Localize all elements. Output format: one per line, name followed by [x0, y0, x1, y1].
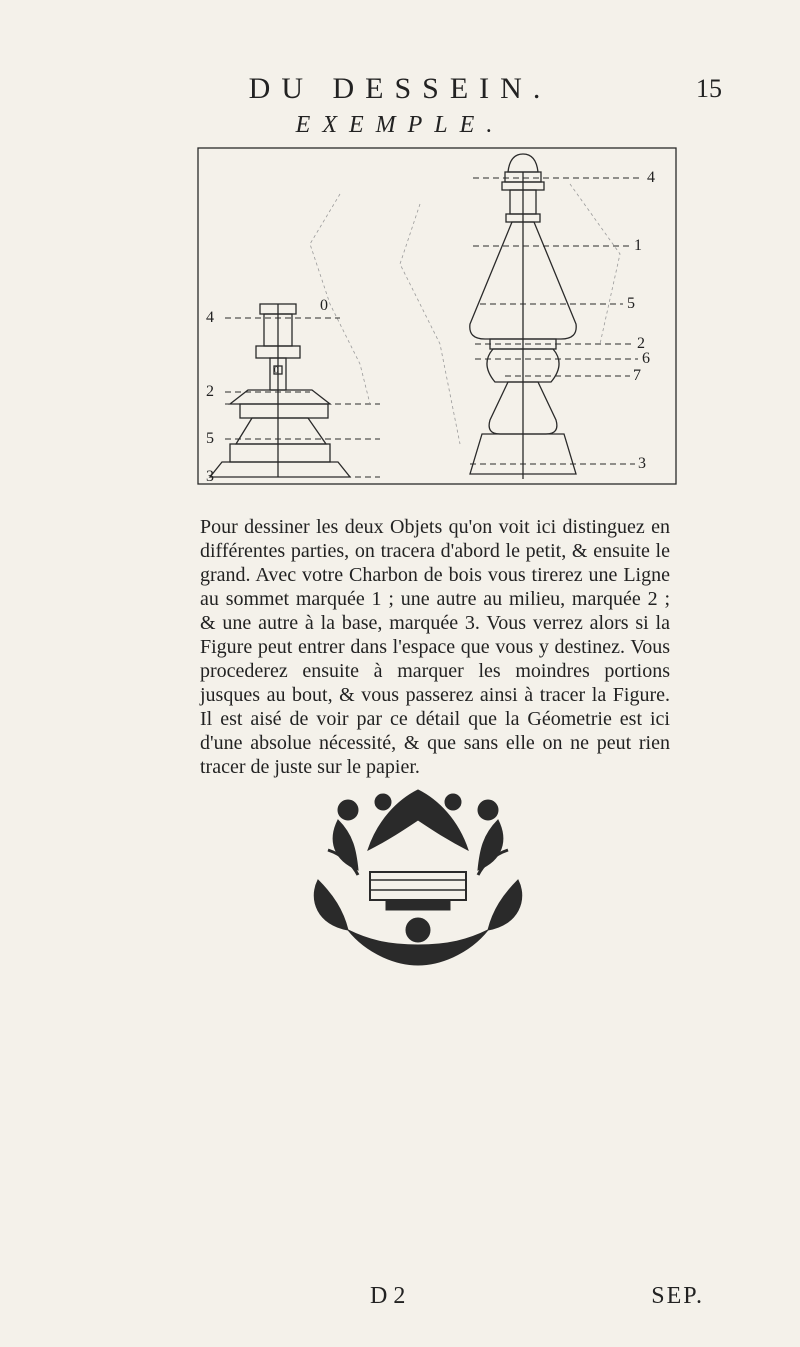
figure-label: 6 [642, 350, 650, 367]
figure-label: 2 [637, 335, 645, 352]
figure-label: 7 [633, 367, 641, 384]
page-number: 15 [696, 74, 722, 103]
running-title: DU DESSEIN. [248, 72, 552, 105]
page-footer [0, 1283, 800, 1313]
body-paragraph: Pour dessiner les deux Objets qu'on voit ici distinguez en différentes parties, on tracera d'abord le petit, & ensuite le grand. Avec votre Charbon de bois vous tirerez une Ligne au sommet marquée 1 ; une autre au milieu, marquée 2 ; & une autre à la base, marquée 3. Vous verrez alors si la Figure peut entrer dans l'espace que vous y destinez. Vous procederez ensuite à marquer les moindres portions jusques au bout, & vous passerez ainsi à tracer la Figure. Il est aisé de voir par ce détail que la Géometrie est ici d'une absolue nécessité, & que sans elle on ne peut rien tracer de juste sur le papier. [200, 516, 670, 778]
catchword: SEP. [651, 1283, 704, 1309]
section-subtitle: EXEMPLE. [295, 112, 505, 138]
page-header [0, 72, 800, 105]
figure-label: 3 [638, 455, 646, 472]
figure-label: 2 [206, 383, 214, 400]
signature-mark: D 2 [370, 1283, 406, 1309]
figure-label: 1 [634, 237, 642, 254]
figure-label: 4 [206, 309, 214, 326]
figure-label: 0 [320, 297, 328, 314]
figure-label: 4 [647, 169, 655, 186]
figure-label: 0 [274, 365, 279, 375]
ornament-vignette [308, 780, 528, 975]
figure-label: 3 [206, 468, 214, 485]
geometric-figure-illustration [190, 144, 685, 490]
figure-label: 5 [206, 430, 214, 447]
figure-label: 5 [627, 295, 635, 312]
